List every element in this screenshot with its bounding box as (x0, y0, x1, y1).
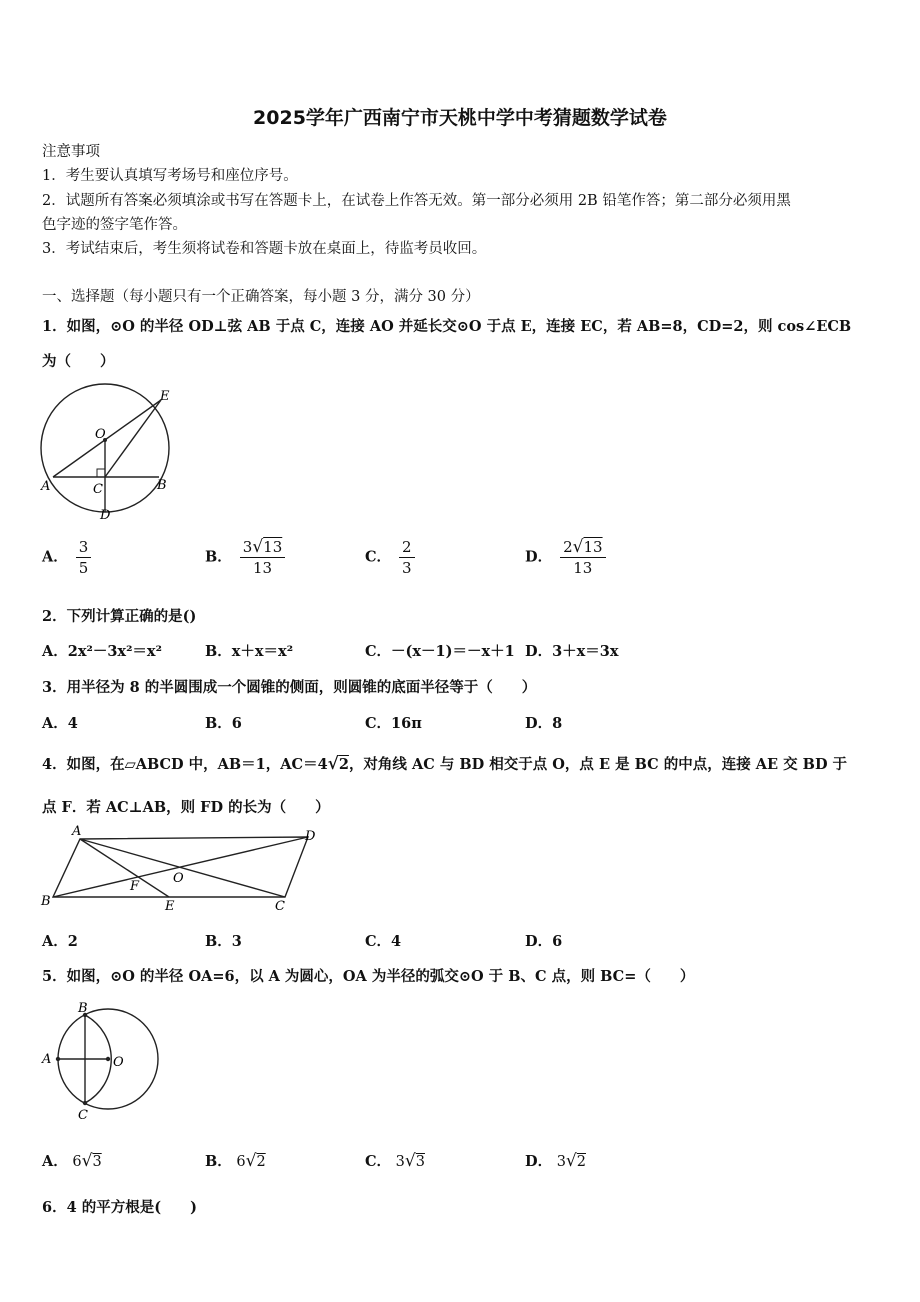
q1-stem-cont: 为（ ） (42, 353, 115, 370)
label-a: A (41, 479, 51, 494)
note-item: 2．试题所有答案必须填涂或书写在答题卡上，在试卷上作答无效。第一部分必须用 2B 铅笔作答；第二部分必须用黑 (42, 193, 791, 209)
label-o: O (113, 1055, 124, 1070)
q3-stem: 3．用半径为 8 的半圆围成一个圆锥的侧面，则圆锥的底面半径等于（ ） (42, 679, 537, 696)
q4-parallelogram-figure (38, 822, 328, 916)
label-c: C (275, 899, 285, 914)
q1-option-c[interactable]: C． $\frac{2}{3}$ (365, 537, 415, 578)
q3-option-c[interactable]: C．16π (365, 715, 422, 732)
label-e: E (165, 899, 175, 914)
label-f: F (130, 879, 140, 894)
q3-option-b[interactable]: B．6 (205, 715, 242, 732)
label-b: B (78, 1001, 88, 1016)
label-d: D (100, 508, 111, 523)
note-item: 1．考生要认真填写考场号和座位序号。 (42, 168, 298, 184)
notes-heading: 注意事项 (42, 144, 100, 160)
q5-stem: 5．如图，⊙O 的半径 OA=6，以 A 为圆心，OA 为半径的弧交⊙O 于 B、C 点，则 BC=（ ） (42, 968, 695, 985)
q6-stem: 6．4 的平方根是( ) (42, 1199, 197, 1216)
section-heading: 一、选择题（每小题只有一个正确答案，每小题 3 分，满分 30 分） (42, 289, 480, 305)
label-c: C (93, 482, 103, 497)
label-a: A (42, 1052, 52, 1067)
q5-option-c[interactable]: C． 3√3 (365, 1151, 425, 1171)
label-d: D (305, 829, 316, 844)
label-e: E (160, 389, 170, 404)
q4-stem: 4．如图，在▱ABCD 中，AB＝1，AC＝4√2，对角线 AC 与 BD 相交于点 O，点 E 是 BC 的中点，连接 AE 交 BD 于 (42, 754, 848, 774)
q5-circle-figure (38, 997, 163, 1125)
note-item: 3．考试结束后，考生须将试卷和答题卡放在桌面上，待监考员收回。 (42, 241, 487, 257)
q4-option-b[interactable]: B．3 (205, 933, 242, 950)
label-o: O (95, 427, 106, 442)
q3-option-a[interactable]: A．4 (42, 715, 78, 732)
label-c: C (78, 1108, 88, 1123)
q2-option-b[interactable]: B．x＋x＝x² (205, 643, 294, 660)
q2-stem: 2．下列计算正确的是() (42, 608, 197, 625)
q4-option-a[interactable]: A．2 (42, 933, 78, 950)
q4-option-d[interactable]: D．6 (525, 933, 563, 950)
q5-option-d[interactable]: D． 3√2 (525, 1151, 586, 1171)
q5-option-b[interactable]: B． 6√2 (205, 1151, 266, 1171)
label-b: B (157, 478, 167, 493)
q3-option-d[interactable]: D．8 (525, 715, 563, 732)
q1-option-d[interactable]: D． $\frac{2√13}{13}$ (525, 537, 606, 578)
note-item: 色字迹的签字笔作答。 (42, 217, 187, 233)
q1-option-b[interactable]: B． $\frac{3√13}{13}$ (205, 537, 285, 578)
q2-option-a[interactable]: A．2x²－3x²＝x² (42, 643, 162, 660)
label-b: B (41, 894, 51, 909)
q4-stem-cont: 点 F．若 AC⊥AB，则 FD 的长为（ ） (42, 799, 330, 816)
q2-option-c[interactable]: C．－(x－1)＝－x＋1 (365, 643, 515, 660)
q2-option-d[interactable]: D．3＋x＝3x (525, 643, 619, 660)
q1-stem: 1．如图，⊙O 的半径 OD⊥弦 AB 于点 C，连接 AO 并延长交⊙O 于点 E，连接 EC，若 AB=8，CD=2，则 cos∠ECB (42, 318, 852, 335)
page-title: 2025学年广西南宁市天桃中学中考猜题数学试卷 (253, 107, 667, 129)
q1-option-a[interactable]: A． $\frac{3}{5}$ (42, 537, 91, 578)
q1-circle-figure (38, 383, 178, 523)
q5-option-a[interactable]: A． 6√3 (42, 1151, 102, 1171)
q4-option-c[interactable]: C．4 (365, 933, 402, 950)
label-o: O (173, 871, 184, 886)
label-a: A (72, 824, 82, 839)
